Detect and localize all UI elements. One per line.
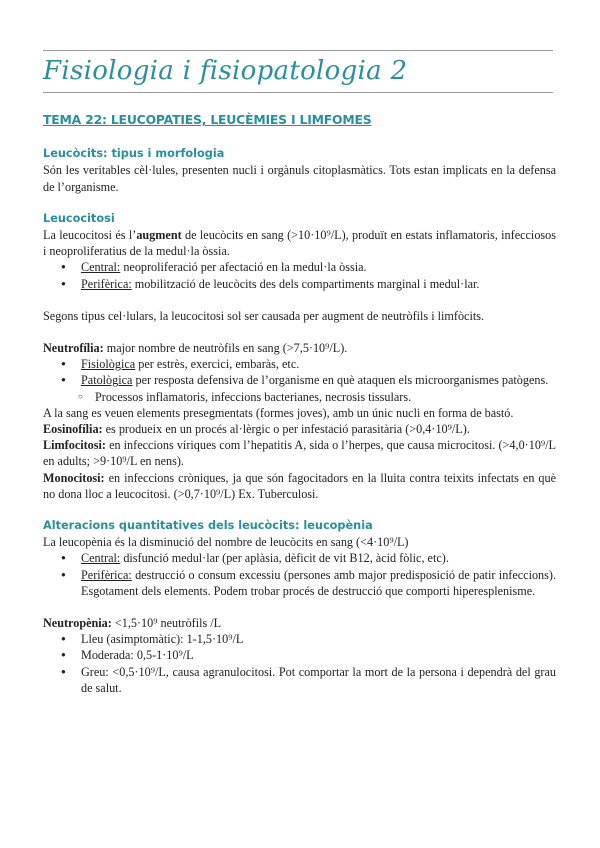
topic-heading: TEMA 22: LEUCOPATIES, LEUCÈMIES I LIMFOMES: [43, 112, 372, 127]
list-item: ● Lleu (asimptomàtic): 1-1,5·10⁹/L: [81, 631, 556, 647]
bullet-list: [43, 550, 556, 599]
bullet-list: [43, 259, 556, 291]
paragraph: A la sang es veuen elements presegmentats (formes joves), amb un únic nucli en forma de bastó.: [43, 405, 514, 420]
list-item: ● Central: disfunció medul·lar (per aplàsia, dèficit de vit B12, àcid fòlic, etc).: [81, 550, 556, 566]
paragraph: Neutropènia: <1,5·10⁹ neutròfils /L: [43, 616, 222, 631]
document-title: Fisiologia i fisiopatologia 2: [43, 56, 408, 86]
list-item: ● Perifèrica: destrucció o consum excessiu (persones amb major predisposició de patir infeccions). Esgotament dels elements. Podem trobar procés de destrucció que comporti hiperesplenisme.: [81, 567, 556, 599]
list-item: ○ Processos inflamatoris, infeccions bacterianes, necrosis tissulars.: [95, 389, 556, 405]
paragraph: Eosinofília: es produeix en un procés al·lèrgic o per infestació parasitària (>0,4·10⁹/L).: [43, 422, 470, 437]
list-item: ● Greu: <0,5·10⁹/L, causa agranulocitosi. Pot comportar la mort de la persona i dependrà del grau de salut.: [81, 664, 556, 696]
paragraph: Segons tipus cel·lulars, la leucocitosi sol ser causada per augment de neutròfils i limfòcits.: [43, 308, 485, 323]
section-heading-leucocitosi: Leucocitosi: [43, 211, 115, 225]
paragraph: Són les veritables cèl·lules, presenten nucli i orgànuls citoplasmàtics. Tots estan implicats en la defensa de l’organisme.: [43, 163, 556, 194]
bullet-list: [43, 631, 556, 696]
title-rule: [43, 92, 553, 93]
paragraph: La leucopènia és la disminució del nombre de leucòcits en sang (<4·10⁹/L): [43, 535, 409, 550]
paragraph: Limfocitosi: en infeccions víriques com l’hepatitis A, sida o l’herpes, que causa microcitosi. (>4,0·10⁹/L en adults; >9·10⁹/L en nens).: [43, 438, 556, 469]
paragraph: La leucocitosi és l’augment de leucòcits en sang (>10·10⁹/L), produït en estats inflamatoris, infecciosos i neoproliferatius de la medul·la òssia.: [43, 228, 556, 259]
bullet-list: [43, 356, 556, 388]
paragraph: Neutrofília: major nombre de neutròfils en sang (>7,5·10⁹/L).: [43, 341, 348, 356]
list-item: ● Perifèrica: mobilització de leucòcits des dels compartiments marginal i medul·lar.: [81, 276, 556, 292]
section-heading-leucopenia: Alteracions quantitatives dels leucòcits: leucopènia: [43, 519, 373, 533]
list-item: ● Central: neoproliferació per afectació en la medul·la òssia.: [81, 259, 556, 275]
document-body: [43, 112, 556, 696]
list-item: ● Patològica per resposta defensiva de l’organisme en què ataquen els microorganismes patògens.: [81, 372, 556, 388]
section-heading-tipus: Leucòcits: tipus i morfologia: [43, 147, 225, 161]
sub-list: [43, 389, 556, 405]
top-rule: [43, 50, 553, 51]
list-item: ● Moderada: 0,5-1·10⁹/L: [81, 647, 556, 663]
list-item: ● Fisiològica per estrès, exercici, embaràs, etc.: [81, 356, 556, 372]
paragraph: Monocitosi: en infeccions cròniques, ja que són fagocitadors en la lluita contra teixits infectats en què no dona lloc a leucocitosi. (>0,7·10⁹/L) Ex. Tuberculosi.: [43, 470, 556, 501]
